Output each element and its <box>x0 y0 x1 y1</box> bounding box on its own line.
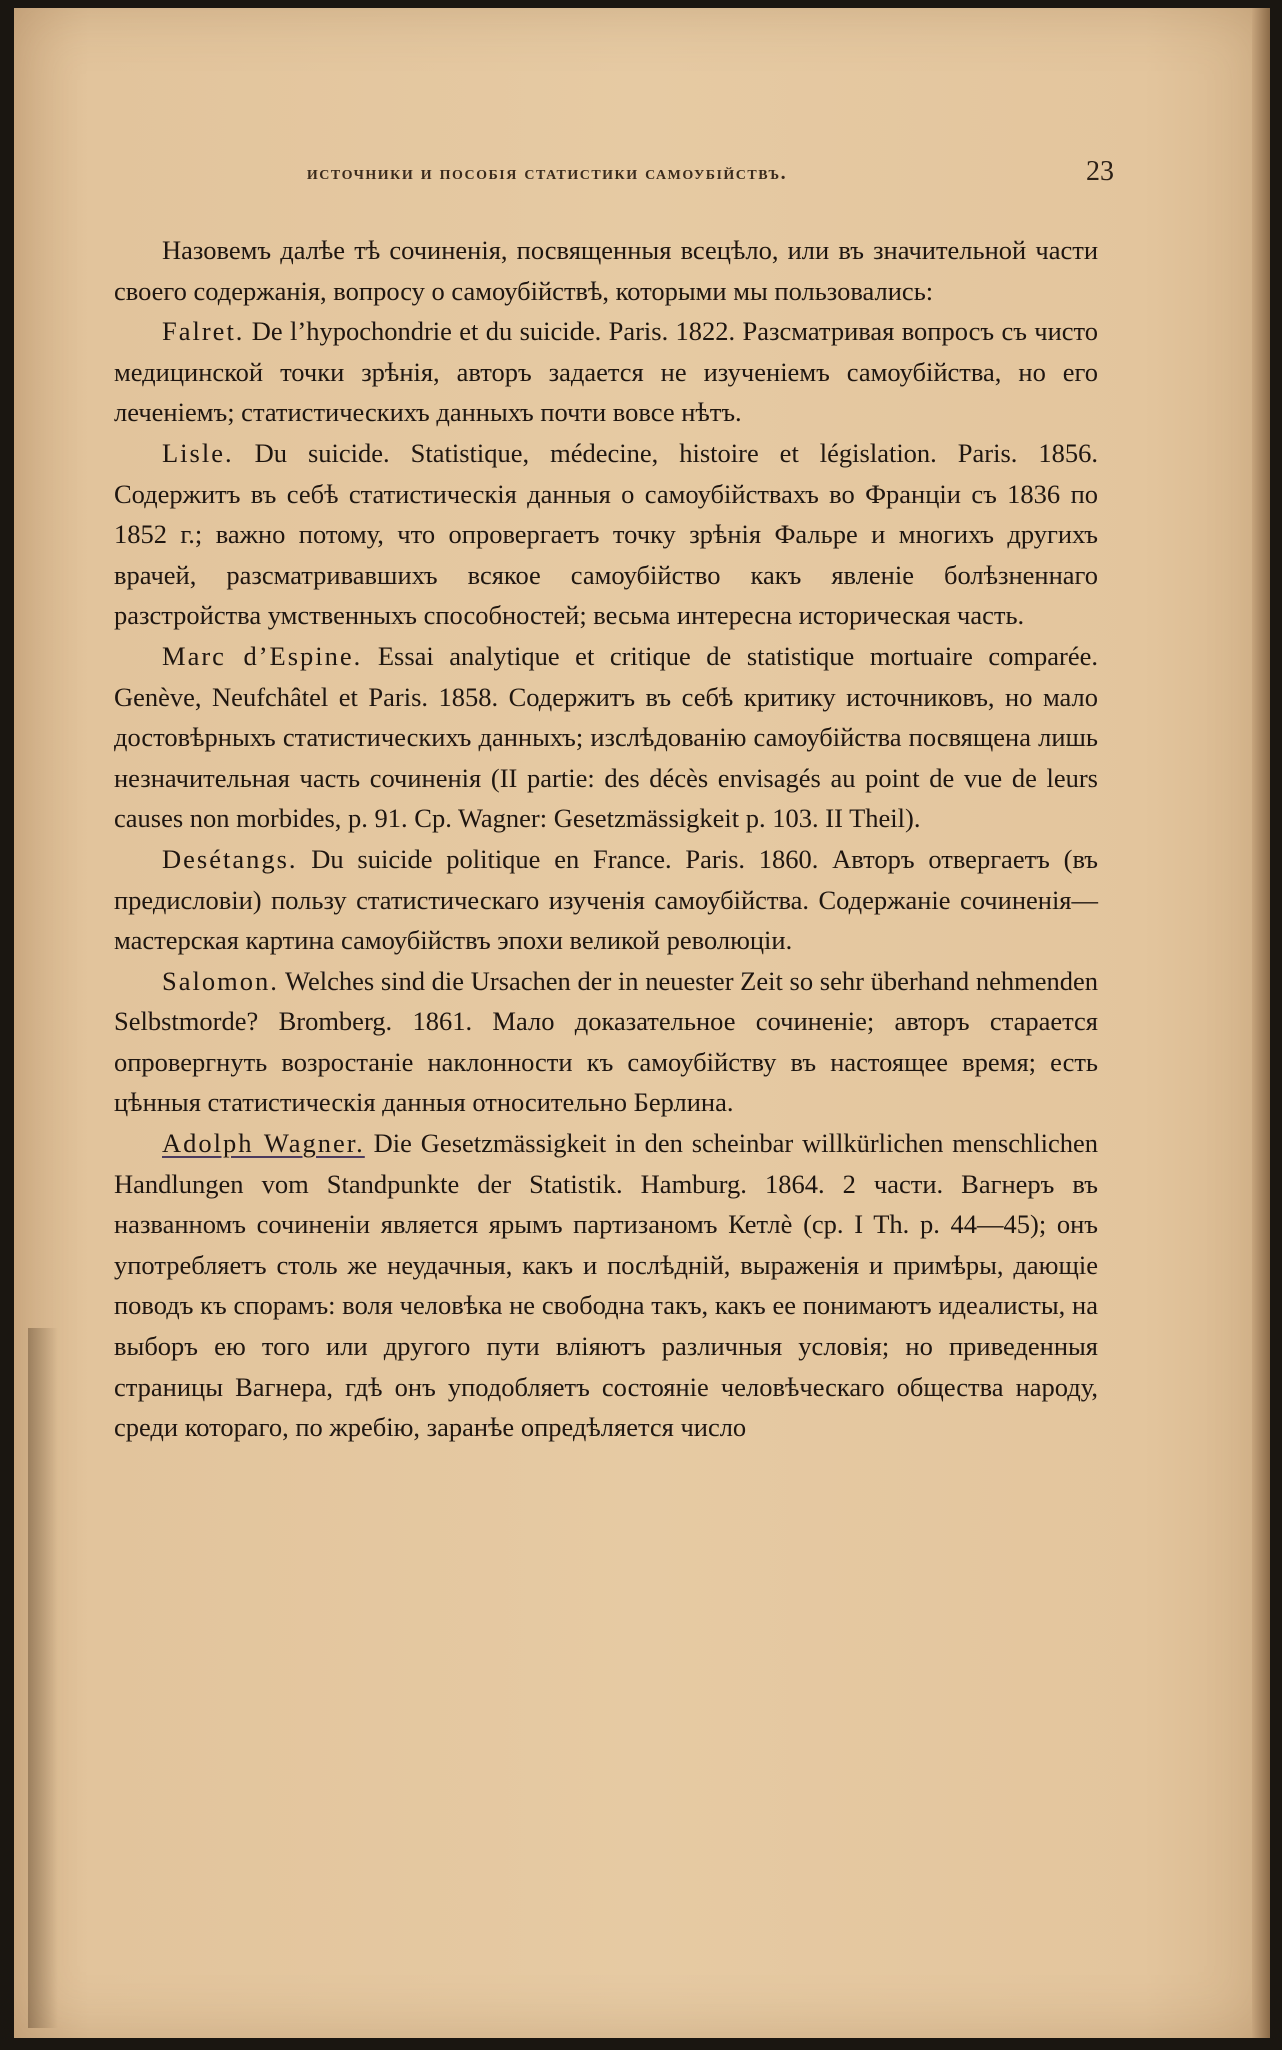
author-name-underlined: Adolph Wagner. <box>162 1128 365 1159</box>
paragraph-text: Du suicide. Statistique, médecine, histoire et législation. Paris. 1856. Содержитъ въ себѣ статистическія данныя о самоубійствахъ во Франціи съ 1836 по 1852 г.; важно потому, что опровергаетъ точку зрѣнія Фальре и многихъ другихъ врачей, разсматривавшихъ всякое самоубійство какъ явленіе болѣзненнаго разстройства умственныхъ способностей; весьма интересна историческая часть. <box>114 437 1098 631</box>
paragraph-text: Essai analytique et critique de statistique mortuaire comparée. Genève, Neufchâtel et Paris. 1858. Содержитъ въ себѣ критику источниковъ, но мало достовѣрныхъ статистическихъ данныхъ; изслѣдованію самоубійства посвящена лишь незначительная часть сочиненія (II partie: des décès envisagés au point de vue de leurs causes non morbides, p. 91. Cp. Wagner: Gesetzmässigkeit p. 103. II Theil). <box>114 640 1098 834</box>
paragraph-text: Welches sind die Ursachen der in neuester Zeit so sehr überhand nehmenden Selbstmorde? Bromberg. 1861. Мало доказательное сочиненіе; авторъ старается опровергнуть возростаніе наклонности къ самоубійству въ настоящее время; есть цѣнныя статистическія данныя относительно Берлина. <box>114 965 1098 1118</box>
paragraph-text: Die Gesetzmässigkeit in den scheinbar willkürlichen menschlichen Handlungen vom Standpunkte der Statistik. Hamburg. 1864. 2 части. Вагнеръ въ названномъ сочиненіи является ярымъ партизаномъ Кетлѐ (ср. I Th. p. 44—45); онъ употребляетъ столь же неудачныя, какъ и послѣдній, выраженія и примѣры, дающіе поводъ къ спорамъ: воля человѣка не свободна такъ, какъ ее понимаютъ идеалисты, на выборъ ею того или другого пути вліяютъ различныя условія; но приведенныя страницы Вагнера, гдѣ онъ уподобляетъ состояніе человѣческаго общества народу, среди котораго, по жребію, заранѣе опредѣляется число <box>114 1128 1098 1443</box>
paragraph-salomon <box>114 961 1098 1123</box>
author-name: Falret. <box>162 316 245 347</box>
page-number: 23 <box>1086 156 1114 187</box>
author-name: Marc d’Espine. <box>162 640 363 671</box>
page-edge <box>1252 8 1270 2038</box>
binding-shadow <box>28 1328 58 2028</box>
running-title: источники и пособія статистики самоубійствъ. <box>306 162 788 184</box>
author-name: Lisle. <box>162 437 234 468</box>
author-name: Salomon. <box>162 965 279 996</box>
paragraph-marc-despine <box>114 636 1098 839</box>
paragraph-lisle <box>114 433 1098 636</box>
paragraph-desetangs <box>114 839 1098 961</box>
paragraph-text: Назовемъ далѣе тѣ сочиненія, посвященныя всецѣло, или въ значительной части своего содержанія, вопросу о самоубійствѣ, которыми мы пользовались: <box>114 235 1098 306</box>
paragraph-wagner <box>114 1123 1098 1448</box>
author-name: Desétangs. <box>162 843 298 874</box>
paragraph-text: Du suicide politique en France. Paris. 1860. Авторъ отвергаетъ (въ предисловіи) пользу статистическаго изученія самоубійства. Содержаніе сочиненія—мастерская картина самоубійствъ эпохи великой революціи. <box>114 843 1098 956</box>
running-head <box>100 156 1114 196</box>
book-page <box>14 8 1270 2038</box>
paragraph-falret <box>114 311 1098 433</box>
paragraph-text: De l’hypochondrie et du suicide. Paris. 1822. Разсматривая вопросъ съ чисто медицинской точки зрѣнія, авторъ задается не изученіемъ самоубійства, но его леченіемъ; статистическихъ данныхъ почти вовсе нѣтъ. <box>114 316 1098 428</box>
paragraph-intro <box>114 230 1098 311</box>
body-text <box>114 230 1098 1448</box>
